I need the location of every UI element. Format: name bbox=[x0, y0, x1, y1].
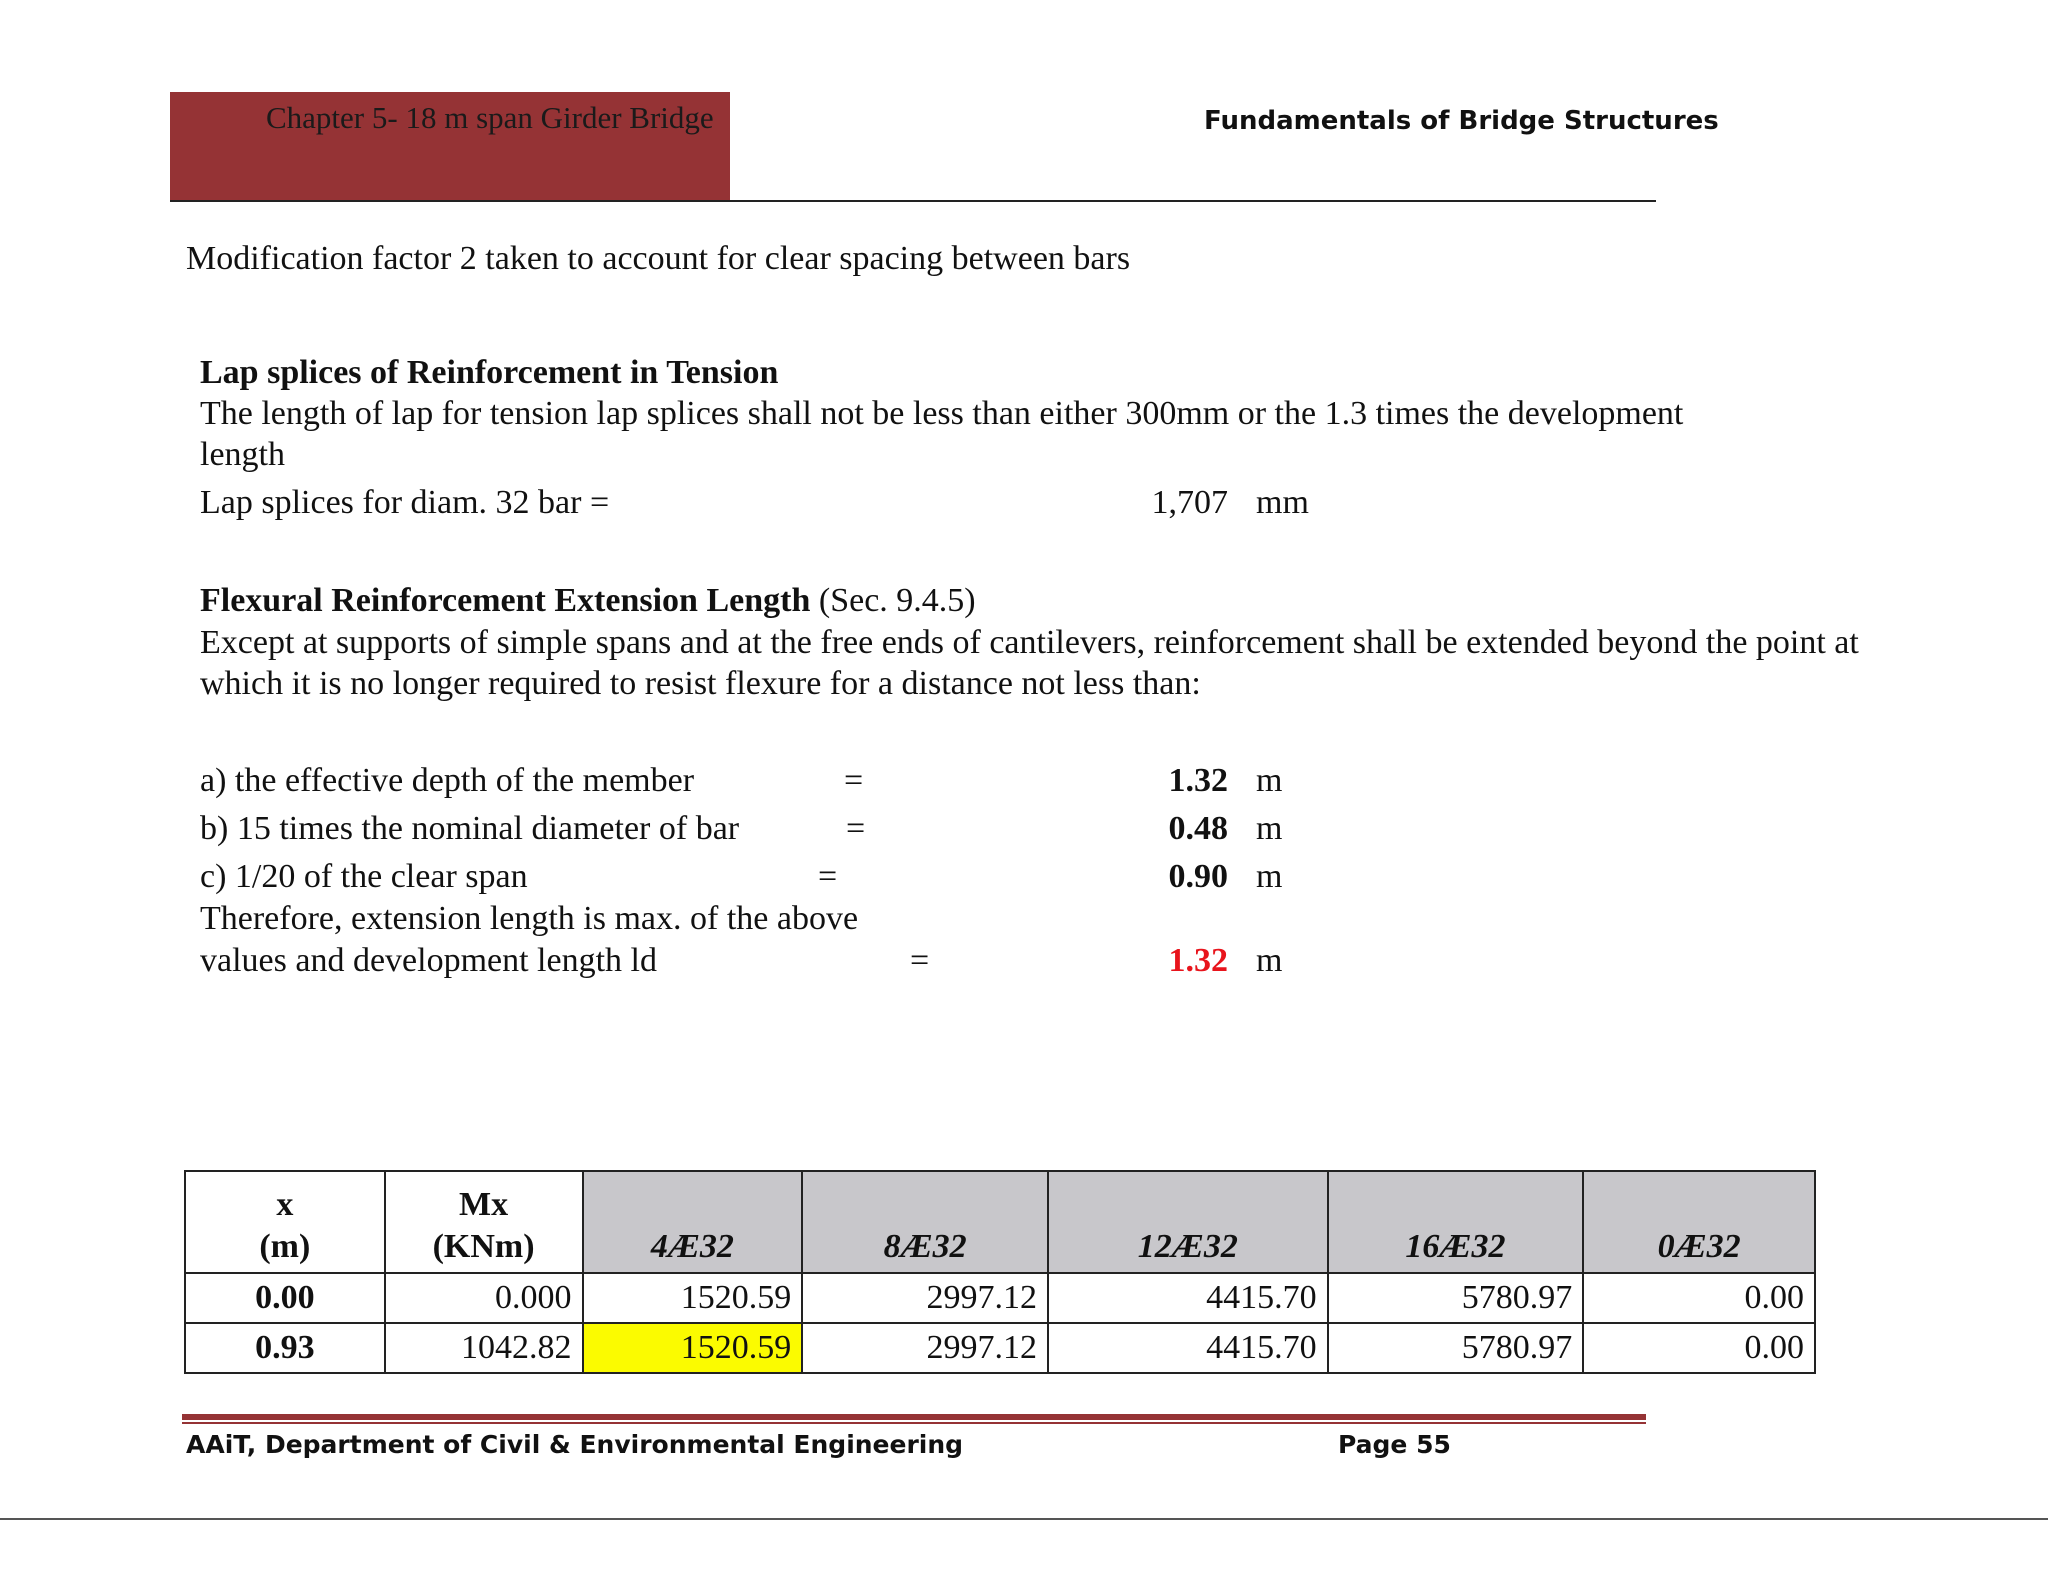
extension-item-label: a) the effective depth of the member bbox=[200, 762, 695, 799]
cell-capacity: 0.00 bbox=[1583, 1273, 1815, 1323]
moment-capacity-table bbox=[184, 1170, 1816, 1374]
column-header-bars: 12Æ32 bbox=[1048, 1171, 1328, 1273]
extension-item-label: c) 1/20 of the clear span bbox=[200, 858, 528, 895]
cell-x: 0.93 bbox=[185, 1323, 385, 1373]
cell-capacity: 1520.59 bbox=[583, 1273, 803, 1323]
lap-heading: Lap splices of Reinforcement in Tension bbox=[200, 354, 779, 391]
extension-item-value: 0.90 bbox=[1168, 858, 1228, 895]
column-header-mx bbox=[385, 1171, 583, 1273]
extension-item-unit: m bbox=[1256, 810, 1283, 847]
extension-item-unit: m bbox=[1256, 762, 1283, 799]
column-header-x-unit: (m) bbox=[259, 1228, 311, 1265]
column-header-x bbox=[185, 1171, 385, 1273]
column-header-bars: 4Æ32 bbox=[583, 1171, 803, 1273]
extension-item-unit: m bbox=[1256, 858, 1283, 895]
therefore-line2: values and development length ld bbox=[200, 942, 657, 979]
extension-item-label: b) 15 times the nominal diameter of bar bbox=[200, 810, 740, 847]
cell-capacity: 4415.70 bbox=[1048, 1323, 1328, 1373]
book-title: Fundamentals of Bridge Structures bbox=[1204, 106, 1719, 136]
footer-rule-thin bbox=[182, 1422, 1646, 1424]
extension-section-ref: (Sec. 9.4.5) bbox=[818, 582, 976, 619]
column-header-bars: 8Æ32 bbox=[802, 1171, 1048, 1273]
cell-mx: 0.000 bbox=[385, 1273, 583, 1323]
lap-value: 1,707 bbox=[1151, 484, 1228, 521]
footer-rule bbox=[182, 1414, 1646, 1420]
cell-capacity: 2997.12 bbox=[802, 1273, 1048, 1323]
extension-item-value: 0.48 bbox=[1168, 810, 1228, 847]
extension-text-line1: Except at supports of simple spans and at the free ends of cantilevers, reinforcement shall be extended beyond the point at bbox=[200, 624, 1859, 661]
cell-capacity: 0.00 bbox=[1583, 1323, 1815, 1373]
therefore-line1: Therefore, extension length is max. of the above bbox=[200, 900, 859, 937]
table-row bbox=[185, 1323, 1815, 1373]
therefore-value: 1.32 bbox=[1168, 942, 1228, 979]
table-header-row bbox=[185, 1171, 1815, 1273]
table-row bbox=[185, 1273, 1815, 1323]
page-edge-divider bbox=[0, 1518, 2048, 1520]
therefore-unit: m bbox=[1256, 942, 1283, 979]
cell-mx: 1042.82 bbox=[385, 1323, 583, 1373]
extension-heading-line bbox=[200, 580, 976, 622]
column-header-mx-unit: (KNm) bbox=[432, 1228, 535, 1265]
cell-capacity: 5780.97 bbox=[1328, 1323, 1584, 1373]
cell-capacity: 2997.12 bbox=[802, 1323, 1048, 1373]
chapter-title: Chapter 5- 18 m span Girder Bridge bbox=[266, 100, 714, 135]
column-header-x-name: x bbox=[276, 1186, 294, 1223]
extension-item-eq: = bbox=[818, 858, 838, 895]
column-header-bars: 0Æ32 bbox=[1583, 1171, 1815, 1273]
cell-capacity-highlighted: 1520.59 bbox=[583, 1323, 803, 1373]
extension-item-value: 1.32 bbox=[1168, 762, 1228, 799]
lap-text-line2: length bbox=[200, 436, 285, 473]
modification-note: Modification factor 2 taken to account for clear spacing between bars bbox=[186, 240, 1131, 277]
cell-capacity: 4415.70 bbox=[1048, 1273, 1328, 1323]
lap-unit: mm bbox=[1256, 484, 1309, 521]
cell-x: 0.00 bbox=[185, 1273, 385, 1323]
cell-capacity: 5780.97 bbox=[1328, 1273, 1584, 1323]
lap-label: Lap splices for diam. 32 bar = bbox=[200, 484, 610, 521]
extension-heading: Flexural Reinforcement Extension Length bbox=[200, 582, 811, 619]
column-header-mx-name: Mx bbox=[459, 1186, 509, 1223]
extension-item-eq: = bbox=[846, 810, 866, 847]
lap-text-line1: The length of lap for tension lap splices shall not be less than either 300mm or the 1.3 times the development bbox=[200, 395, 1684, 432]
header-rule bbox=[170, 200, 1656, 202]
extension-text-line2: which it is no longer required to resist flexure for a distance not less than: bbox=[200, 665, 1201, 702]
column-header-bars: 16Æ32 bbox=[1328, 1171, 1584, 1273]
page-number: Page 55 bbox=[1338, 1430, 1451, 1459]
extension-item-eq: = bbox=[844, 762, 864, 799]
footer-department: AAiT, Department of Civil & Environmental Engineering bbox=[186, 1430, 964, 1459]
therefore-eq: = bbox=[910, 942, 930, 979]
